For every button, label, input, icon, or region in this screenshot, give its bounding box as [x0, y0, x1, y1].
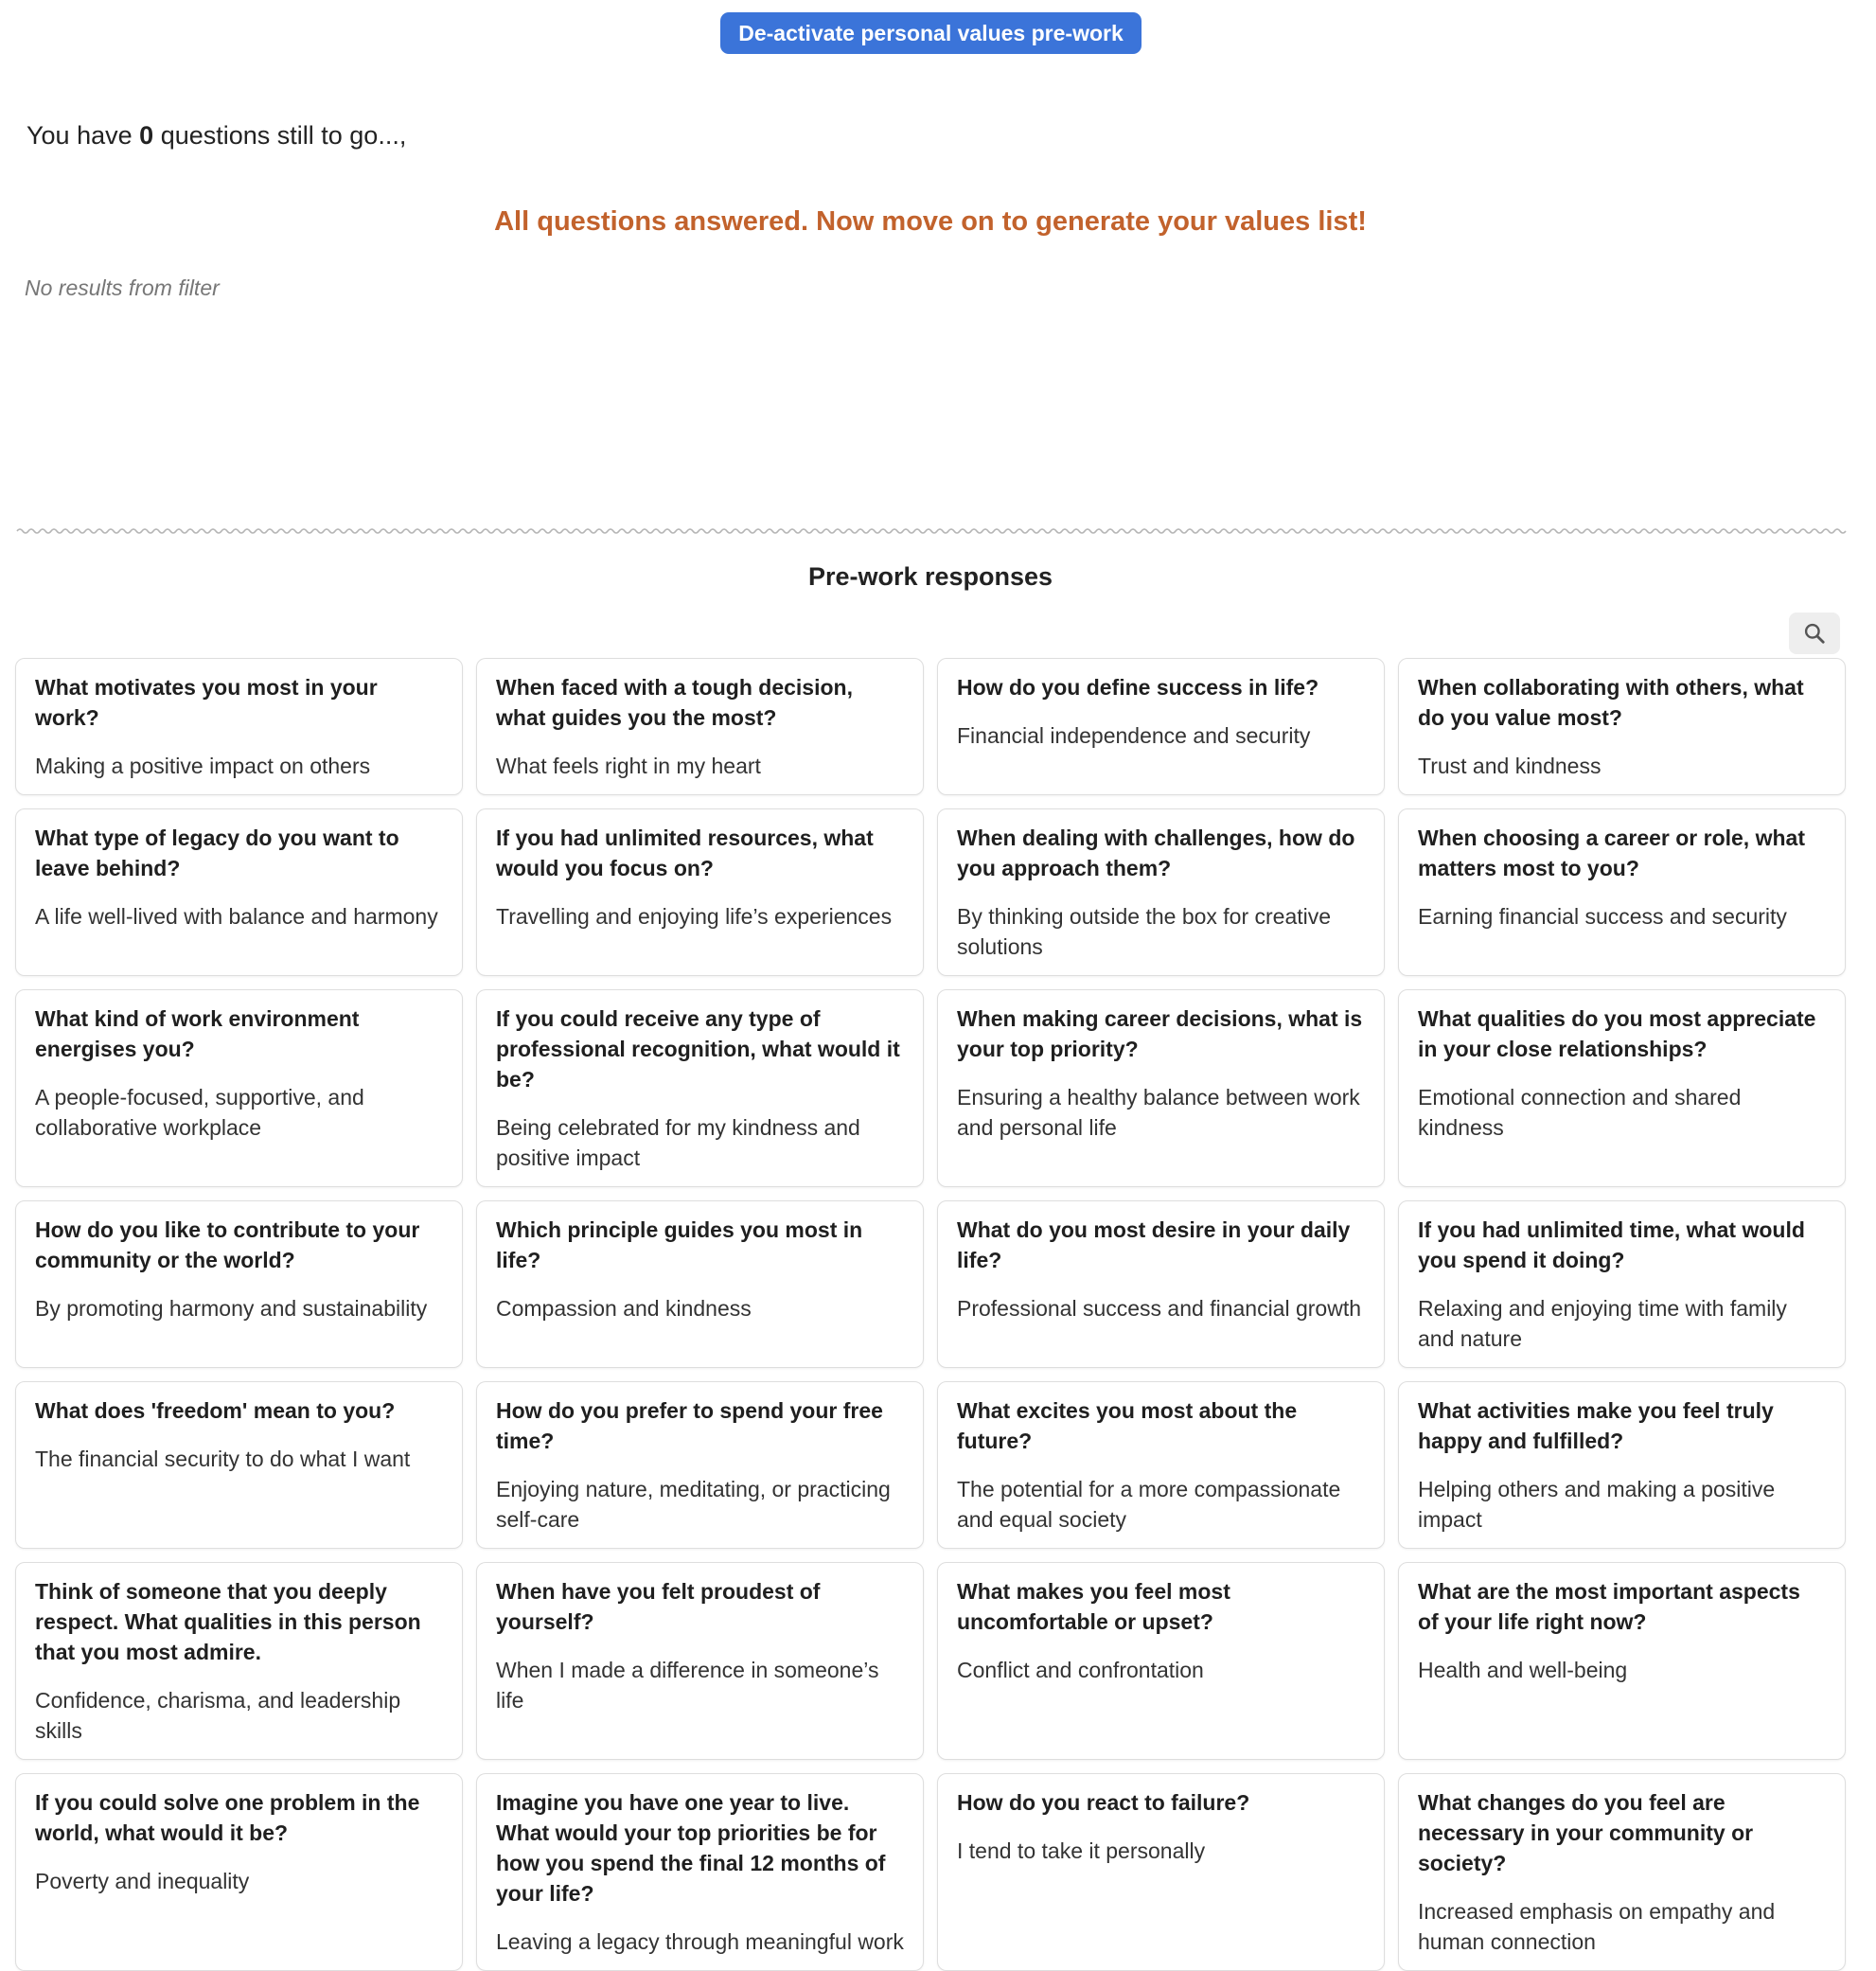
response-card: [476, 1562, 924, 1760]
remaining-count: 0: [139, 121, 154, 150]
response-card: [1398, 808, 1846, 976]
answer-text: Confidence, charisma, and leadership skills: [35, 1688, 401, 1743]
answer-text: Making a positive impact on others: [35, 754, 371, 778]
question-text: How do you prefer to spend your free time?: [496, 1398, 883, 1453]
question-text: If you could solve one problem in the world, what would it be?: [35, 1790, 420, 1845]
response-card: [476, 1773, 924, 1971]
completion-message: All questions answered. Now move on to generate your values list!: [494, 206, 1367, 237]
answer-text: Earning financial success and security: [1418, 904, 1787, 929]
response-card: [476, 1200, 924, 1368]
question-text: If you had unlimited time, what would you spend it doing?: [1418, 1217, 1805, 1272]
question-text: What excites you most about the future?: [957, 1398, 1298, 1453]
search-button[interactable]: [1789, 613, 1840, 654]
response-card: [937, 1562, 1385, 1760]
response-card: [15, 1773, 463, 1971]
question-text: If you could receive any type of professional recognition, what would it be?: [496, 1006, 900, 1092]
response-card: [476, 1381, 924, 1549]
answer-text: Enjoying nature, meditating, or practicing self-care: [496, 1477, 891, 1532]
response-card: [15, 1562, 463, 1760]
question-text: What motivates you most in your work?: [35, 675, 378, 730]
answer-text: Professional success and financial growth: [957, 1296, 1362, 1321]
question-text: When dealing with challenges, how do you approach them?: [957, 826, 1355, 880]
question-text: What kind of work environment energises you?: [35, 1006, 360, 1061]
response-card: [476, 989, 924, 1187]
response-card: [1398, 1773, 1846, 1971]
answer-text: When I made a difference in someone’s life: [496, 1658, 879, 1713]
wavy-divider: [17, 524, 1844, 538]
question-text: What are the most important aspects of your life right now?: [1418, 1579, 1800, 1634]
remaining-suffix: questions still to go...,: [160, 121, 407, 150]
question-text: What type of legacy do you want to leave behind?: [35, 826, 399, 880]
response-card: [476, 658, 924, 795]
response-card: [1398, 1381, 1846, 1549]
question-text: When choosing a career or role, what matters most to you?: [1418, 826, 1805, 880]
response-card: [937, 1200, 1385, 1368]
answer-text: Compassion and kindness: [496, 1296, 752, 1321]
answer-text: Poverty and inequality: [35, 1869, 250, 1893]
response-card: [1398, 658, 1846, 795]
answer-text: Ensuring a healthy balance between work and personal life: [957, 1085, 1360, 1140]
response-card: [1398, 1200, 1846, 1368]
remaining-prefix: You have: [27, 121, 133, 150]
response-card: [937, 989, 1385, 1187]
question-text: Which principle guides you most in life?: [496, 1217, 863, 1272]
filter-empty-message: No results from filter: [25, 275, 220, 300]
response-card: [937, 808, 1385, 976]
answer-text: Leaving a legacy through meaningful work: [496, 1929, 904, 1954]
answer-text: I tend to take it personally: [957, 1838, 1206, 1863]
answer-text: Conflict and confrontation: [957, 1658, 1204, 1682]
section-title: Pre-work responses: [807, 562, 1053, 591]
response-card: [15, 808, 463, 976]
question-text: If you had unlimited resources, what would you focus on?: [496, 826, 874, 880]
search-icon: [1802, 621, 1827, 646]
answer-text: Increased emphasis on empathy and human connection: [1418, 1899, 1776, 1954]
question-text: Think of someone that you deeply respect. What qualities in this person that you most admire.: [35, 1579, 421, 1664]
response-card: [15, 658, 463, 795]
answer-text: Being celebrated for my kindness and positive impact: [496, 1115, 860, 1170]
questions-remaining: [27, 121, 406, 151]
answer-text: Helping others and making a positive impact: [1418, 1477, 1776, 1532]
question-text: How do you react to failure?: [957, 1790, 1250, 1815]
answer-text: A life well-lived with balance and harmony: [35, 904, 438, 929]
answer-text: Trust and kindness: [1418, 754, 1602, 778]
response-card: [937, 658, 1385, 795]
response-card: [1398, 1562, 1846, 1760]
question-text: When faced with a tough decision, what guides you the most?: [496, 675, 853, 730]
deactivate-prework-button[interactable]: De-activate personal values pre-work: [720, 12, 1142, 54]
question-text: How do you like to contribute to your community or the world?: [35, 1217, 420, 1272]
question-text: How do you define success in life?: [957, 675, 1319, 700]
question-text: What qualities do you most appreciate in your close relationships?: [1418, 1006, 1816, 1061]
answer-text: The financial security to do what I want: [35, 1447, 411, 1471]
question-text: When making career decisions, what is your top priority?: [957, 1006, 1363, 1061]
answer-text: By promoting harmony and sustainability: [35, 1296, 428, 1321]
answer-text: Health and well-being: [1418, 1658, 1628, 1682]
answer-text: What feels right in my heart: [496, 754, 761, 778]
answer-text: By thinking outside the box for creative solutions: [957, 904, 1332, 959]
response-card: [1398, 989, 1846, 1187]
response-card: [15, 989, 463, 1187]
question-text: When collaborating with others, what do you value most?: [1418, 675, 1804, 730]
question-text: Imagine you have one year to live. What would your top priorities be for how you spend the final 12 months of your life?: [496, 1790, 886, 1906]
question-text: What makes you feel most uncomfortable or upset?: [957, 1579, 1230, 1634]
answer-text: The potential for a more compassionate and equal society: [957, 1477, 1341, 1532]
response-card: [476, 808, 924, 976]
responses-grid: [15, 658, 1848, 1971]
question-text: What activities make you feel truly happy and fulfilled?: [1418, 1398, 1774, 1453]
question-text: What do you most desire in your daily life?: [957, 1217, 1351, 1272]
question-text: What does 'freedom' mean to you?: [35, 1398, 396, 1423]
answer-text: Travelling and enjoying life’s experiences: [496, 904, 893, 929]
answer-text: Financial independence and security: [957, 723, 1311, 748]
question-text: What changes do you feel are necessary in your community or society?: [1418, 1790, 1754, 1875]
question-text: When have you felt proudest of yourself?: [496, 1579, 821, 1634]
response-card: [937, 1773, 1385, 1971]
answer-text: Relaxing and enjoying time with family and nature: [1418, 1296, 1787, 1351]
response-card: [15, 1200, 463, 1368]
response-card: [937, 1381, 1385, 1549]
answer-text: A people-focused, supportive, and collaborative workplace: [35, 1085, 364, 1140]
answer-text: Emotional connection and shared kindness: [1418, 1085, 1742, 1140]
response-card: [15, 1381, 463, 1549]
